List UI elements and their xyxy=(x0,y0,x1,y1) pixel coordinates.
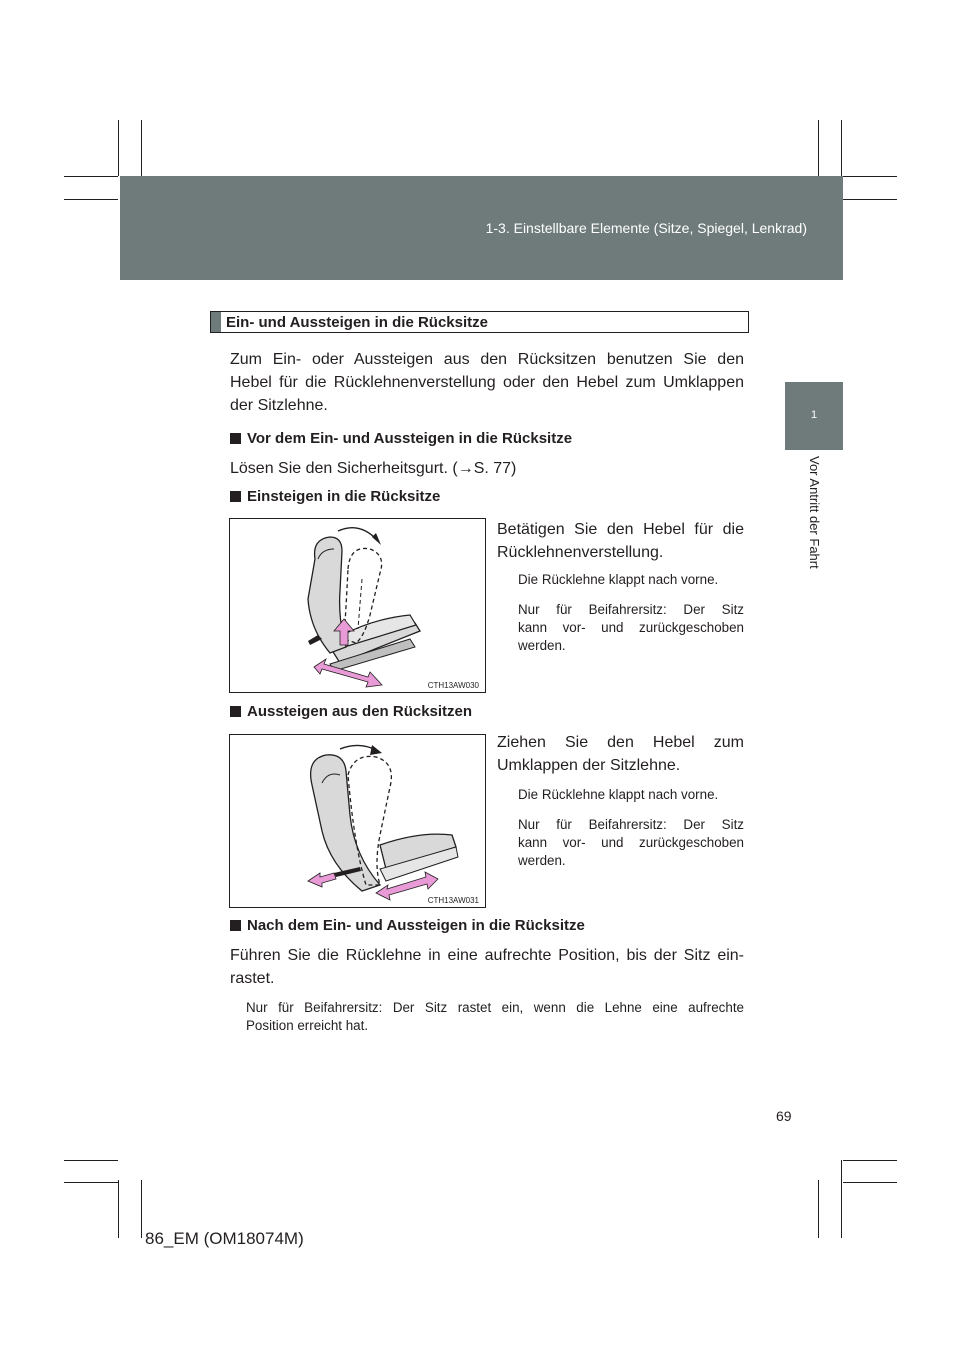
bullet-square-icon xyxy=(230,706,241,717)
subheading-after xyxy=(230,917,585,934)
figure-fold-lever xyxy=(229,734,486,908)
chapter-tab xyxy=(785,382,843,450)
subheading-entering xyxy=(230,488,440,505)
crop-mark xyxy=(841,120,842,176)
figure-code: CTH13AW030 xyxy=(427,681,479,690)
exiting-instruction xyxy=(497,731,744,777)
bullet-square-icon xyxy=(230,433,241,444)
chapter-title: 1-3. Einstellbare Elemente (Sitze, Spiegel, Lenkrad) xyxy=(485,220,807,236)
note-line: Nur für Beifahrersitz: Der Sitz xyxy=(518,817,744,832)
crop-mark xyxy=(64,1182,118,1183)
figure-code: CTH13AW031 xyxy=(427,896,479,905)
crop-mark xyxy=(118,120,119,176)
intro-paragraph xyxy=(230,348,744,417)
subheading-text: Nach dem Ein- und Aussteigen in die Rücksitze xyxy=(247,917,585,934)
chapter-number: 1 xyxy=(810,409,818,421)
exiting-note-2 xyxy=(518,816,744,870)
crop-mark xyxy=(64,176,118,177)
note-line: werden. xyxy=(518,638,566,653)
after-note xyxy=(246,999,744,1035)
subheading-text: Aussteigen aus den Rücksitzen xyxy=(247,703,473,720)
entering-note-1: Die Rücklehne klappt nach vorne. xyxy=(518,572,719,587)
seat-recline-illustration xyxy=(230,519,485,692)
entering-instruction xyxy=(497,518,744,564)
crop-mark xyxy=(818,1180,819,1238)
section-marker xyxy=(211,312,221,332)
subheading-before xyxy=(230,430,572,447)
crop-mark xyxy=(141,120,142,176)
before-text: Lösen Sie den Sicherheitsgurt. (→S. 77) xyxy=(230,460,517,477)
after-line: Führen Sie die Rücklehne in eine aufrechte Position, bis der Sitz ein- xyxy=(230,947,744,964)
intro-line: Hebel für die Rücklehnenverstellung oder den Hebel zum Umklappen xyxy=(230,374,744,391)
subheading-text: Vor dem Ein- und Aussteigen in die Rücksitze xyxy=(247,430,573,447)
instruction-line: Umklappen der Sitzlehne. xyxy=(497,757,681,774)
note-line: kann vor- und zurückgeschoben xyxy=(518,835,744,850)
crop-mark xyxy=(118,1180,119,1238)
note-line: kann vor- und zurückgeschoben xyxy=(518,620,744,635)
header-band xyxy=(120,176,843,280)
after-text xyxy=(230,944,744,990)
page-number: 69 xyxy=(776,1108,792,1124)
section-title: Ein- und Aussteigen in die Rücksitze xyxy=(226,314,488,331)
section-title-bar xyxy=(210,311,749,333)
crop-mark xyxy=(841,1160,842,1238)
crop-mark xyxy=(843,1182,897,1183)
seat-fold-illustration xyxy=(230,735,485,907)
after-line: rastet. xyxy=(230,970,275,987)
instruction-line: Rücklehnenverstellung. xyxy=(497,544,664,561)
subheading-text: Einsteigen in die Rücksitze xyxy=(247,488,441,505)
crop-mark xyxy=(64,199,118,200)
exiting-note-1: Die Rücklehne klappt nach vorne. xyxy=(518,787,719,802)
intro-line: Zum Ein- oder Aussteigen aus den Rücksitzen benutzen Sie den xyxy=(230,351,744,368)
document-code: 86_EM (OM18074M) xyxy=(145,1229,304,1248)
subheading-exiting xyxy=(230,703,472,720)
entering-note-2 xyxy=(518,601,744,655)
instruction-line: Betätigen Sie den Hebel für die xyxy=(497,521,744,538)
note-line: Nur für Beifahrersitz: Der Sitz xyxy=(518,602,744,617)
bullet-square-icon xyxy=(230,920,241,931)
instruction-line: Ziehen Sie den Hebel zum xyxy=(497,734,744,751)
figure-recline-lever xyxy=(229,518,486,693)
note-line: Position erreicht hat. xyxy=(246,1018,369,1033)
crop-mark xyxy=(843,199,897,200)
crop-mark xyxy=(141,1180,142,1238)
intro-line: der Sitzlehne. xyxy=(230,397,328,414)
note-line: Nur für Beifahrersitz: Der Sitz rastet ein, wenn die Lehne eine aufrechte xyxy=(246,1000,744,1015)
bullet-square-icon xyxy=(230,491,241,502)
note-line: werden. xyxy=(518,853,566,868)
crop-mark xyxy=(818,120,819,176)
crop-mark xyxy=(843,1160,897,1161)
crop-mark xyxy=(843,176,897,177)
crop-mark xyxy=(64,1160,118,1161)
chapter-tab-label: Vor Antritt der Fahrt xyxy=(807,456,822,569)
